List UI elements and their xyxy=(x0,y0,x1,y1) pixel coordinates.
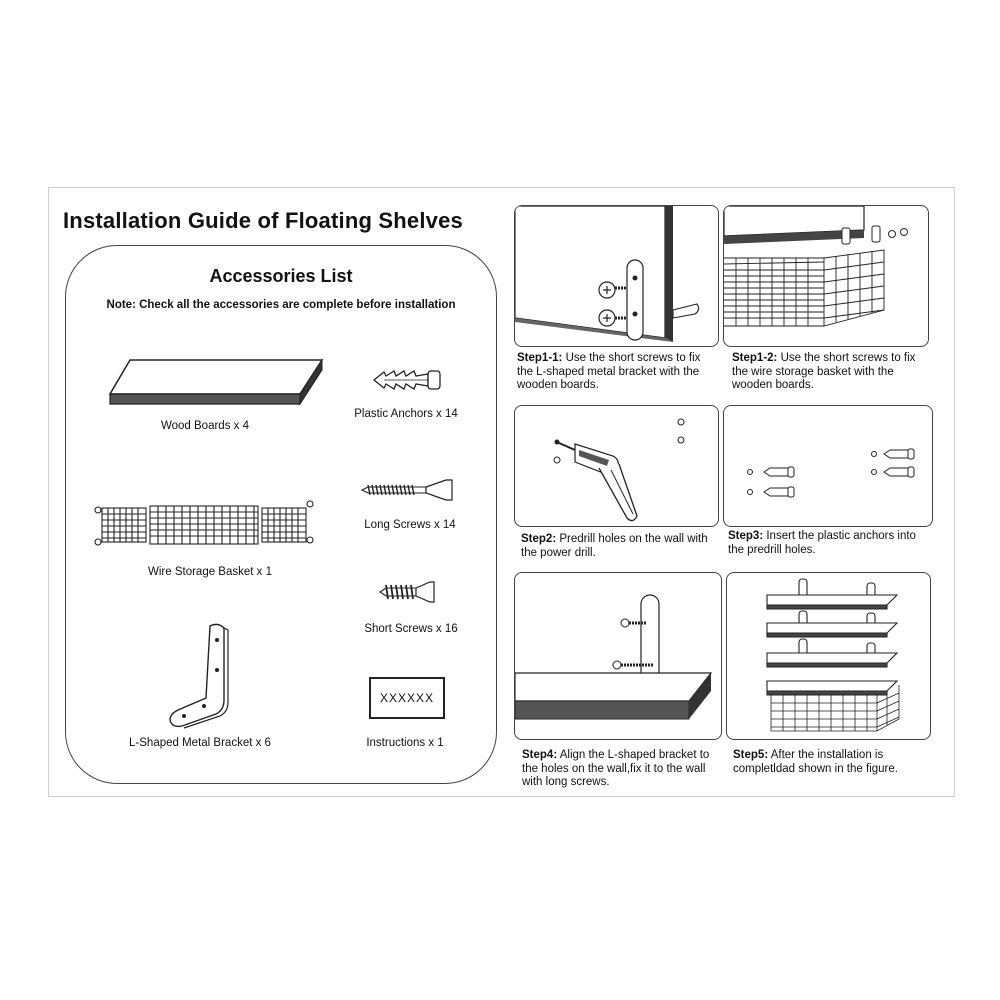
step5-desc: After the installation is completldad shown in the figure. xyxy=(733,749,898,775)
step4-text xyxy=(522,749,722,790)
page-title: Installation Guide of Floating Shelves xyxy=(63,208,463,233)
step1-2-illustration xyxy=(723,205,929,347)
instructions-icon xyxy=(369,677,445,719)
wood-board-icon xyxy=(108,358,324,406)
step4-illustration xyxy=(514,572,722,740)
step3-text xyxy=(728,530,928,557)
step1-2-desc: Use the short screws to fix the wire storage basket with the wooden boards. xyxy=(732,352,916,391)
instructions-label: Instructions x 1 xyxy=(366,737,444,749)
step4-desc: Align the L-shaped bracket to the holes on the wall,fix it to the wall with long screws. xyxy=(522,749,710,788)
wire-basket-label: Wire Storage Basket x 1 xyxy=(148,566,272,578)
short-screws-label: Short Screws x 16 xyxy=(364,623,458,635)
accessories-heading: Accessories List xyxy=(209,266,353,286)
step5-label: Step5: xyxy=(733,749,769,761)
step2-text xyxy=(521,533,721,560)
step2-label: Step2: xyxy=(521,533,557,545)
step1-1-desc: Use the short screws to fix the L-shaped metal bracket with the wooden boards. xyxy=(517,352,701,391)
step3-illustration xyxy=(723,405,933,527)
long-screw-icon xyxy=(360,478,456,502)
l-bracket-label: L-Shaped Metal Bracket x 6 xyxy=(129,737,271,749)
step1-2-text xyxy=(732,352,932,393)
plastic-anchor-icon xyxy=(370,367,450,393)
step2-desc: Predrill holes on the wall with the power drill. xyxy=(521,533,708,559)
step1-2-label: Step1-2: xyxy=(732,352,778,364)
l-bracket-icon xyxy=(166,620,238,728)
plastic-anchors-label: Plastic Anchors x 14 xyxy=(354,408,458,420)
step4-label: Step4: xyxy=(522,749,558,761)
wire-basket-icon xyxy=(92,500,322,550)
instructions-box-text: XXXXXX xyxy=(379,691,435,705)
step3-label: Step3: xyxy=(728,530,764,542)
step1-1-label: Step1-1: xyxy=(517,352,563,364)
step5-text xyxy=(733,749,933,776)
step1-1-illustration xyxy=(514,205,719,347)
step1-1-text xyxy=(517,352,717,393)
wood-boards-label: Wood Boards x 4 xyxy=(160,420,249,432)
long-screws-label: Long Screws x 14 xyxy=(364,519,456,531)
step2-illustration xyxy=(514,405,719,527)
short-screw-icon xyxy=(378,580,438,604)
accessories-note: Note: Check all the accessories are complete before installation xyxy=(106,299,456,311)
step3-desc: Insert the plastic anchors into the predrill holes. xyxy=(728,530,916,556)
step5-illustration xyxy=(726,572,931,740)
